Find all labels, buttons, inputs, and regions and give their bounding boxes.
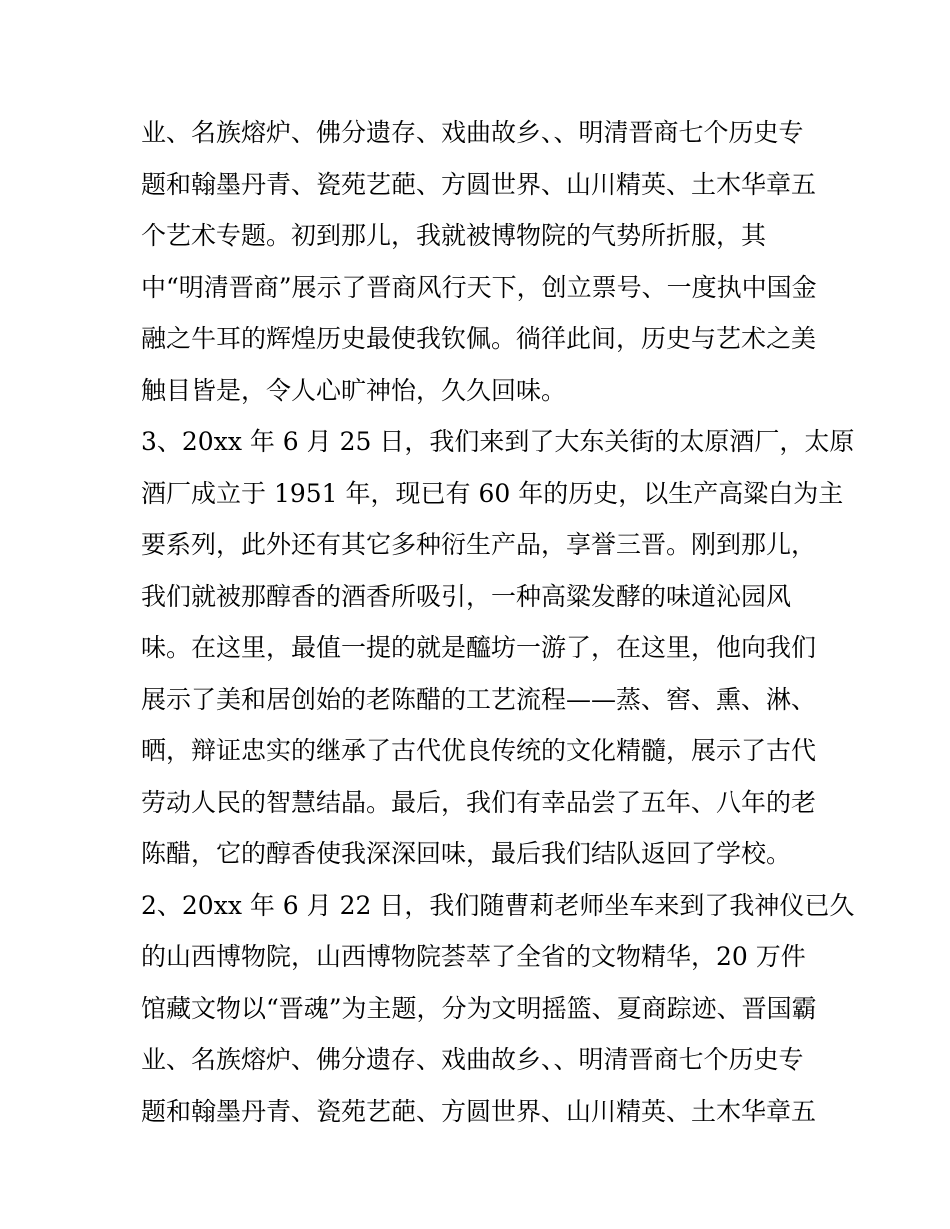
text-line: 陈醋，它的醇香使我深深回味，最后我们结队返回了学校。 [141,839,792,868]
text-line: 触目皆是，令人心旷神怡，久久回味。 [141,375,567,405]
text-line: 我们就被那醇香的酒香所吸引，一种高粱发酵的味道沁园风 [141,581,792,611]
text-line: 劳动人民的智慧结晶。最后，我们有幸品尝了五年、八年的老 [141,787,817,817]
text-line: 个艺术专题。初到那儿，我就被博物院的气势所折服，其 [141,221,767,250]
document-body [141,107,855,1137]
text-line: 的山西博物院，山西博物院荟萃了全省的文物精华，20 万件 [141,942,806,971]
text-line: 题和翰墨丹青、瓷苑艺葩、方圆世界、山川精英、土木华章五 [141,169,817,199]
text-line: 2、20xx 年 6 月 22 日，我们随曹莉老师坐车来到了我神仪已久 [141,890,855,920]
text-line: 融之牛耳的辉煌历史最使我钦佩。徜徉此间，历史与艺术之美 [141,324,817,353]
text-line: 业、名族熔炉、佛分遗存、戏曲故乡、、明清晋商七个历史专 [141,1045,804,1074]
text-line: 味。在这里，最值一提的就是醯坊一游了，在这里，他向我们 [141,633,817,662]
text-line: 要系列，此外还有其它多种衍生产品，享誉三晋。刚到那儿， [141,530,817,559]
text-line: 展示了美和居创始的老陈醋的工艺流程——蒸、窖、熏、淋、 [141,684,817,714]
text-line: 3、20xx 年 6 月 25 日，我们来到了大东关街的太原酒厂，太原 [141,427,855,456]
text-line: 业、名族熔炉、佛分遗存、戏曲故乡、、明清晋商七个历史专 [141,118,804,147]
text-line: 馆藏文物以“晋魂”为主题，分为文明摇篮、夏商踪迹、晋国霸 [141,993,817,1023]
text-line: 中“明清晋商”展示了晋商风行天下，创立票号、一度执中国金 [141,272,817,302]
text-line: 题和翰墨丹青、瓷苑艺葩、方圆世界、山川精英、土木华章五 [141,1096,817,1126]
text-line: 晒，辩证忠实的继承了古代优良传统的文化精髓，展示了古代 [141,736,817,765]
text-line: 酒厂成立于 1951 年，现已有 60 年的历史，以生产高粱白为主 [141,478,844,508]
